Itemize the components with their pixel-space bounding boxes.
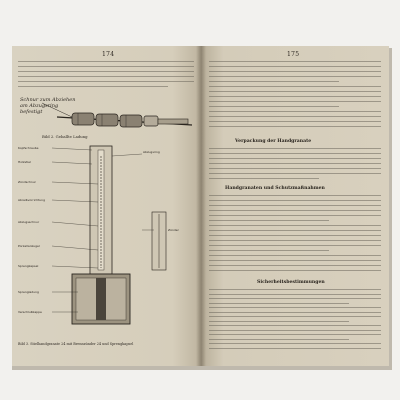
text-line (209, 61, 381, 62)
text-line (209, 116, 381, 117)
fig3-label: Sprengkapsel (18, 264, 39, 268)
text-line (209, 66, 381, 67)
page-number-left: 174 (102, 51, 115, 58)
text-line (209, 245, 381, 246)
fig3-label: Holzstiel (18, 160, 31, 164)
fig3-label: Abzugsring (143, 150, 160, 154)
text-line (209, 158, 381, 159)
text-line (18, 86, 168, 87)
text-line (209, 255, 381, 256)
text-line (209, 270, 381, 271)
text-line (209, 81, 339, 82)
text-line (209, 294, 381, 295)
text-line (209, 205, 381, 206)
fig3-label: Verschlußkappe (18, 310, 42, 314)
text-line (209, 230, 381, 231)
text-line (18, 71, 194, 72)
text-line (209, 240, 381, 241)
text-line (209, 260, 381, 261)
text-line (209, 321, 349, 322)
section-heading: Sicherheitsbestimmungen (257, 280, 325, 285)
fig2-label: befestigt (20, 109, 43, 115)
text-line (209, 76, 381, 77)
fig3-label: Zündschnur (18, 180, 36, 184)
text-line (209, 312, 381, 313)
text-line (18, 66, 194, 67)
text-line (209, 126, 381, 127)
text-line (209, 330, 381, 331)
text-line (209, 91, 381, 92)
fig3-label: Porzellankugel (18, 244, 40, 248)
fig2-label: Schnur zum Abziehen (20, 97, 76, 103)
text-line (209, 121, 381, 122)
text-line (209, 200, 381, 201)
text-line (209, 220, 329, 221)
text-line (209, 235, 381, 236)
text-line (209, 325, 381, 326)
text-line (209, 303, 349, 304)
text-line (209, 101, 381, 102)
fig3-label: Sprengladung (18, 290, 39, 294)
fig2-grenade-bundle (72, 113, 188, 127)
text-line (209, 339, 349, 340)
text-line (209, 148, 381, 149)
text-line (18, 76, 194, 77)
fig3-caption: Bild 3. Stielhandgranate 24 mit Brennzünder 24 und Sprengkapsel (18, 342, 134, 346)
text-line (209, 348, 381, 349)
text-line (209, 210, 381, 211)
text-line (209, 307, 381, 308)
right-page (201, 46, 389, 366)
text-line (209, 86, 381, 87)
text-line (209, 173, 381, 174)
fig3-label: Abzugsschnur (18, 220, 40, 224)
text-line (209, 250, 329, 251)
text-line (18, 81, 194, 82)
page-number-right: 175 (287, 51, 300, 58)
text-line (209, 265, 381, 266)
section-heading: Handgranaten und Schutzmaßnahmen (225, 186, 325, 191)
text-line (209, 111, 381, 112)
text-line (209, 168, 381, 169)
text-line (209, 178, 319, 179)
fig2-caption: Bild 2. Geballte Ladung (42, 134, 88, 139)
text-line (18, 61, 194, 62)
text-line (209, 316, 381, 317)
fig3-stick-grenade-diagram (12, 142, 201, 337)
text-line (209, 225, 381, 226)
text-line (209, 215, 381, 216)
fig3-label: Abreißvorrichtung (18, 198, 45, 202)
text-line (209, 195, 381, 196)
fig3-label: Zünder (168, 228, 179, 232)
section-heading: Verpackung der Handgranate (235, 139, 312, 144)
text-line (209, 153, 381, 154)
text-line (209, 71, 381, 72)
text-line (209, 163, 381, 164)
text-line (209, 334, 381, 335)
text-line (209, 106, 339, 107)
text-line (209, 343, 381, 344)
left-page (12, 46, 201, 366)
book-gutter (196, 46, 206, 366)
fig3-detonator (96, 278, 106, 320)
text-line (209, 289, 381, 290)
text-line (209, 298, 381, 299)
text-line (209, 96, 381, 97)
fig3-label: Kopfschraube (18, 146, 39, 150)
fig2-label: am Abzugsring (20, 103, 59, 109)
